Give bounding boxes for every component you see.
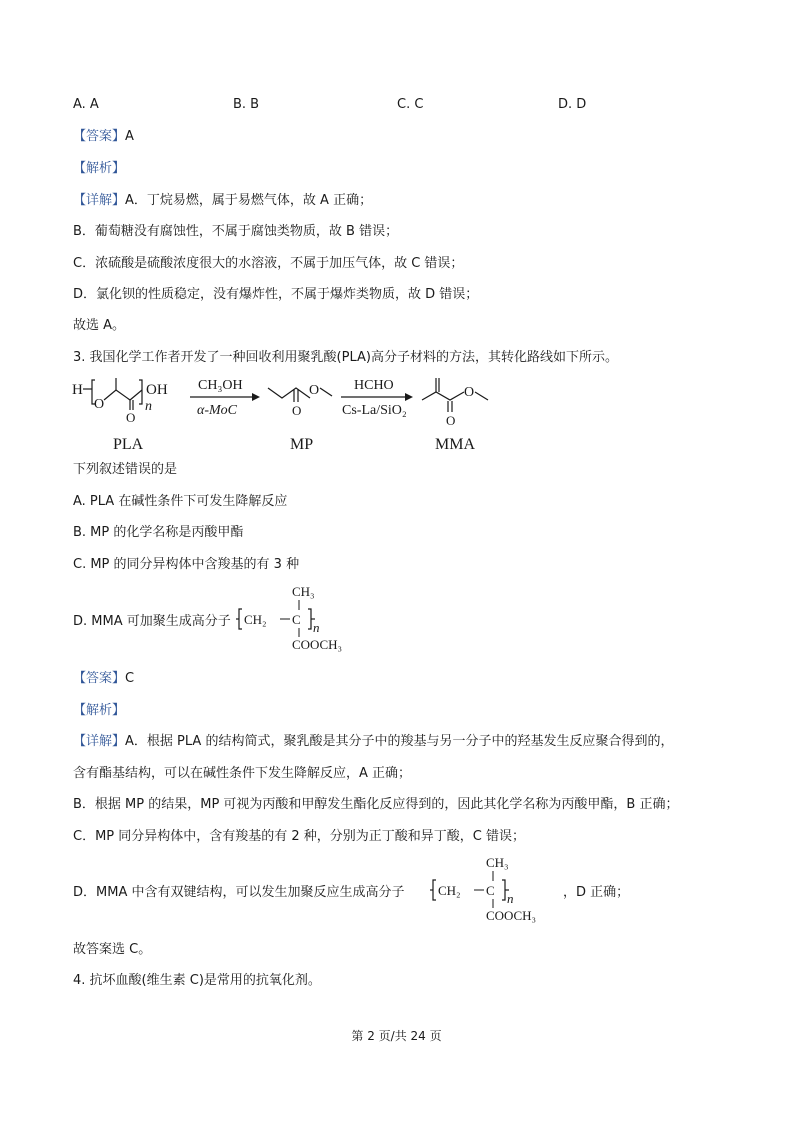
detail-line: 故答案选 C。 <box>73 942 152 957</box>
mma-carbonyl-o-label: O <box>446 413 456 428</box>
option-b: B. B <box>233 97 260 112</box>
pla-h-label: H <box>72 382 83 398</box>
detail-text: A．丁烷易燃，属于易燃气体，故 A 正确； <box>125 193 373 208</box>
polymer-ch2-label: CH₂ <box>438 883 461 898</box>
detail-line: B．根据 MP 的结果，MP 可视为丙酸和甲醇发生酯化反应得到的，因此其化学名称为丙酸甲酯，B 正确； <box>73 797 679 812</box>
polymer-c-label: C <box>486 883 495 898</box>
detail-line: C．浓硫酸是硫酸浓度很大的水溶液，不属于加压气体，故 C 错误； <box>73 256 464 271</box>
option-a: A. A <box>73 97 99 112</box>
reagent-2-top: HCHO <box>354 378 394 393</box>
analysis-label: 【解析】 <box>73 161 126 176</box>
mma-ester-o-label: O <box>464 385 475 400</box>
choice-a: A. PLA 在碱性条件下可发生降解反应 <box>73 494 288 509</box>
answer-value: A <box>125 129 134 144</box>
detail-line: B．葡萄糖没有腐蚀性，不属于腐蚀类物质，故 B 错误； <box>73 224 399 239</box>
reagent-2-bottom: Cs-La/SiO₂ <box>342 403 407 418</box>
detail-line: 故选 A。 <box>73 318 126 333</box>
polymer-ch3-label: CH₃ <box>292 584 315 599</box>
reagent-1-top: CH₃OH <box>198 378 243 393</box>
reaction-scheme <box>70 372 510 460</box>
reagent-1-bottom: α-MoC <box>197 403 238 418</box>
answer-value: C <box>125 671 135 686</box>
pla-ring-o-label: O <box>94 397 105 412</box>
detail-tag: 【详解】 <box>73 734 126 749</box>
answer-line <box>73 128 134 146</box>
polymer-cooch3-label: COOCH₃ <box>292 637 343 652</box>
page-footer: 第 2 页/共 24 页 <box>351 1029 442 1043</box>
question-stem: 4. 抗坏血酸(维生素 C)是常用的抗氧化剂。 <box>73 973 321 988</box>
mp-carbonyl-o-label: O <box>292 403 302 418</box>
detail-line <box>73 733 673 751</box>
polymer-ch3-label: CH₃ <box>486 855 509 870</box>
polymer-formula-d <box>236 582 366 652</box>
option-d: D. D <box>558 97 587 112</box>
polymer-n-label: n <box>313 620 320 635</box>
detail-line: D．氯化钡的性质稳定，没有爆炸性，不属于爆炸类物质，故 D 错误； <box>73 287 479 302</box>
polymer-cooch3-label: COOCH₃ <box>486 908 537 923</box>
answer-tag: 【答案】 <box>73 129 126 144</box>
choice-d: D. MMA 可加聚生成高分子 <box>73 614 231 629</box>
detail-tag: 【详解】 <box>73 193 126 208</box>
pla-oh-label: OH <box>146 382 168 398</box>
answer-tag: 【答案】 <box>73 671 126 686</box>
question-prompt: 下列叙述错误的是 <box>73 462 178 477</box>
detail-line: D．MMA 中含有双键结构，可以发生加聚反应生成高分子 <box>73 885 405 900</box>
detail-text: A．根据 PLA 的结构简式，聚乳酸是其分子中的羧基与另一分子中的羟基发生反应聚合得到的， <box>125 734 674 749</box>
polymer-n-label: n <box>507 891 514 906</box>
detail-line: C．MP 同分异构体中，含有羧基的有 2 种，分别为正丁酸和异丁酸，C 错误； <box>73 829 526 844</box>
answer-line <box>73 670 134 688</box>
detail-line-suffix: ，D 正确； <box>563 885 630 900</box>
choice-b: B. MP 的化学名称是丙酸甲酯 <box>73 525 244 540</box>
pla-name-label: PLA <box>113 436 144 453</box>
mp-name-label: MP <box>290 436 314 453</box>
choice-c: C. MP 的同分异构体中含羧基的有 3 种 <box>73 557 300 572</box>
option-c: C. C <box>397 97 424 112</box>
detail-line <box>73 192 372 210</box>
question-stem: 3. 我国化学工作者开发了一种回收利用聚乳酸(PLA)高分子材料的方法，其转化路线如下所示。 <box>73 350 618 365</box>
polymer-c-label: C <box>292 612 301 627</box>
polymer-ch2-label: CH₂ <box>244 612 267 627</box>
pla-n-label: n <box>145 399 152 414</box>
mma-name-label: MMA <box>435 436 476 453</box>
mp-ester-o-label: O <box>309 383 320 398</box>
polymer-formula-detail <box>430 853 560 923</box>
analysis-label: 【解析】 <box>73 703 126 718</box>
detail-line: 含有酯基结构，可以在碱性条件下发生降解反应，A 正确； <box>73 766 412 781</box>
pla-carbonyl-o-label: O <box>126 410 136 425</box>
